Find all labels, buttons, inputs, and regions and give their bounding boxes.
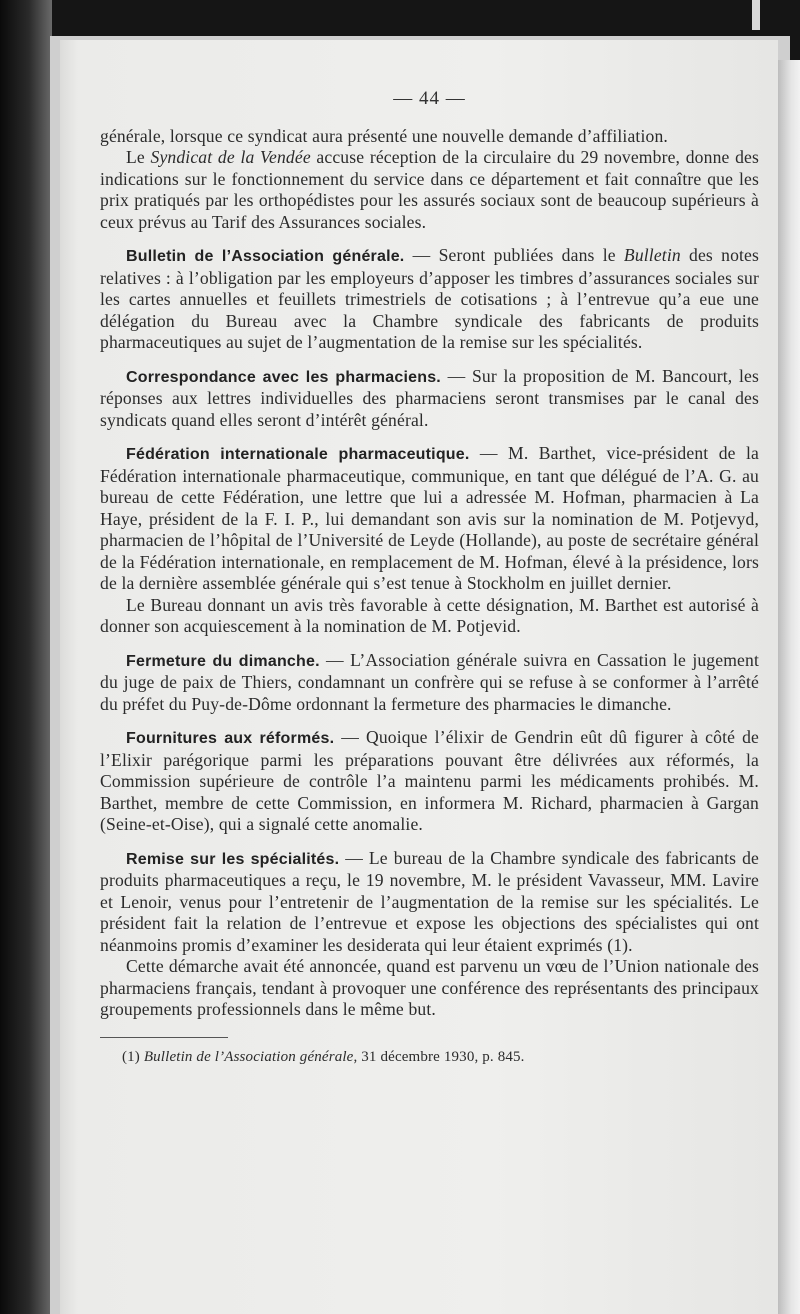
section-fermeture [100,650,759,716]
section-bulletin [100,245,759,354]
section-heading: Fournitures aux réformés. [126,730,335,747]
footnote-italic: Bulletin de l’Association générale [143,1048,354,1065]
section-remise [100,848,759,957]
section-heading: Correspondance avec les pharmaciens. [126,368,441,386]
paragraph-remise-2: Cette démarche avait été annoncée, quand est parvenu un vœu de l’Union nationale des pharmaciens français, tendant à provoquer une conférence des représentants des principaux groupements professionnels dans le même but. [100,956,759,1019]
paragraph-vendee [100,147,759,233]
text-run: — L’Association générale suivra en Cassation le jugement du juge de paix de Thiers, condamnant un confrère qui se refuse à se conformer à l’arrêté du préfet du Puy-de-Dôme ordonnant la fermeture des pharmacies le dimanche. [100,649,759,714]
section-heading: Remise sur les spécialités. [126,850,340,868]
text-run: — Le bureau de la Chambre syndicale des fabricants de produits pharmaceutiques a reçu, le 19 novembre, M. le président Vavasseur, MM. Lavire et Lenoir, venus pour l’entretenir de l’augmentation de la remise sur les spécialités. Le président fait la relation de l’entrevue et expose les objections des spécialistes qui ont néanmoins promis d’examiner les desiderata qui leur étaient exprimés (1). [100,847,759,955]
section-heading: Fédération internationale pharmaceutique. [126,446,470,463]
text-run: — M. Barthet, vice-président de la Fédération internationale pharmaceutique, communique, en tant que délégué de l’A. G. au bureau de cette Fédération, une lettre que lui a adressée M. Hofman, pharmacien à La Haye, président de la F. I. P., lui demandant son avis sur la nomination de M. Potjevyd, pharmacien de l’hôpital de l’Université de Leyde (Hollande), au poste de secrétaire général de la Fédération internationale, en remplacement de M. Hofman, élevé à la présidence, lors de la dernière assemblée générale qui s’est tenue à Stockholm en juillet dernier. [100,443,759,593]
text-run: accuse réception de la circulaire du 29 novembre, donne des indications sur le fonctionnement du service dans ce département et fait connaître que les prix pratiqués par les orthopédistes pour les assurés sociaux sont de beaucoup supérieurs à ceux prévus au Tarif des Assurances sociales. [100,147,760,232]
page-right-edge [778,60,800,1314]
text-run: — Sur la proposition de M. Bancourt, les réponses aux lettres individuelles des pharmaciens seront transmises par le canal des syndicats quand elles seront d’intérêt général. [100,365,759,430]
footnote-number: (1) [122,1048,144,1065]
text-run: des notes relatives : à l’obligation par les employeurs d’apposer les timbres d’assurances sociales sur les cartes annuelles et feuillets trimestriels de cotisations ; à l’entrevue qu’a eue une délégation du Bureau avec la Chambre syndicale des fabricants de produits pharmaceutiques au sujet de l’augmentation de la remise sur les spécialités. [100,245,760,352]
section-heading: Bulletin de l’Association générale. [126,248,405,265]
footnote-text: , 31 décembre 1930, p. 845. [353,1048,525,1065]
section-correspondance [100,366,759,432]
italic-run: Syndicat de la Vendée [150,147,311,167]
italic-run: Bulletin [623,245,681,265]
paragraph-continuation: générale, lorsque ce syndicat aura présenté une nouvelle demande d’affiliation. [100,125,668,146]
scan-corner-mark [752,0,760,30]
section-federation [100,443,759,595]
paragraph-federation-2: Le Bureau donnant un avis très favorable à cette désignation, M. Barthet est autorisé à donner son acquiescement à la nomination de M. Potjevid. [100,594,759,636]
text-run: Le [126,147,151,167]
section-heading: Fermeture du dimanche. [126,652,320,670]
scan-left-margin [0,0,52,1314]
footnote [100,1048,759,1067]
page-number: — 44 — [393,88,466,109]
footnote-rule [100,1037,228,1038]
section-fournitures [100,727,759,836]
text-run: — Quoique l’élixir de Gendrin eût dû figurer à côté de l’Elixir parégorique parmi les préparations pouvant être délivrées aux réformés, la Commission supérieure de contrôle l’a maintenu parmi les médicaments prohibés. M. Barthet, membre de cette Commission, en informera M. Richard, pharmacien à Gargan (Seine-et-Oise), qui a signalé cette anomalie. [100,727,759,834]
text-run: — Seront publiées dans le [404,245,624,265]
page-content [100,40,759,1067]
